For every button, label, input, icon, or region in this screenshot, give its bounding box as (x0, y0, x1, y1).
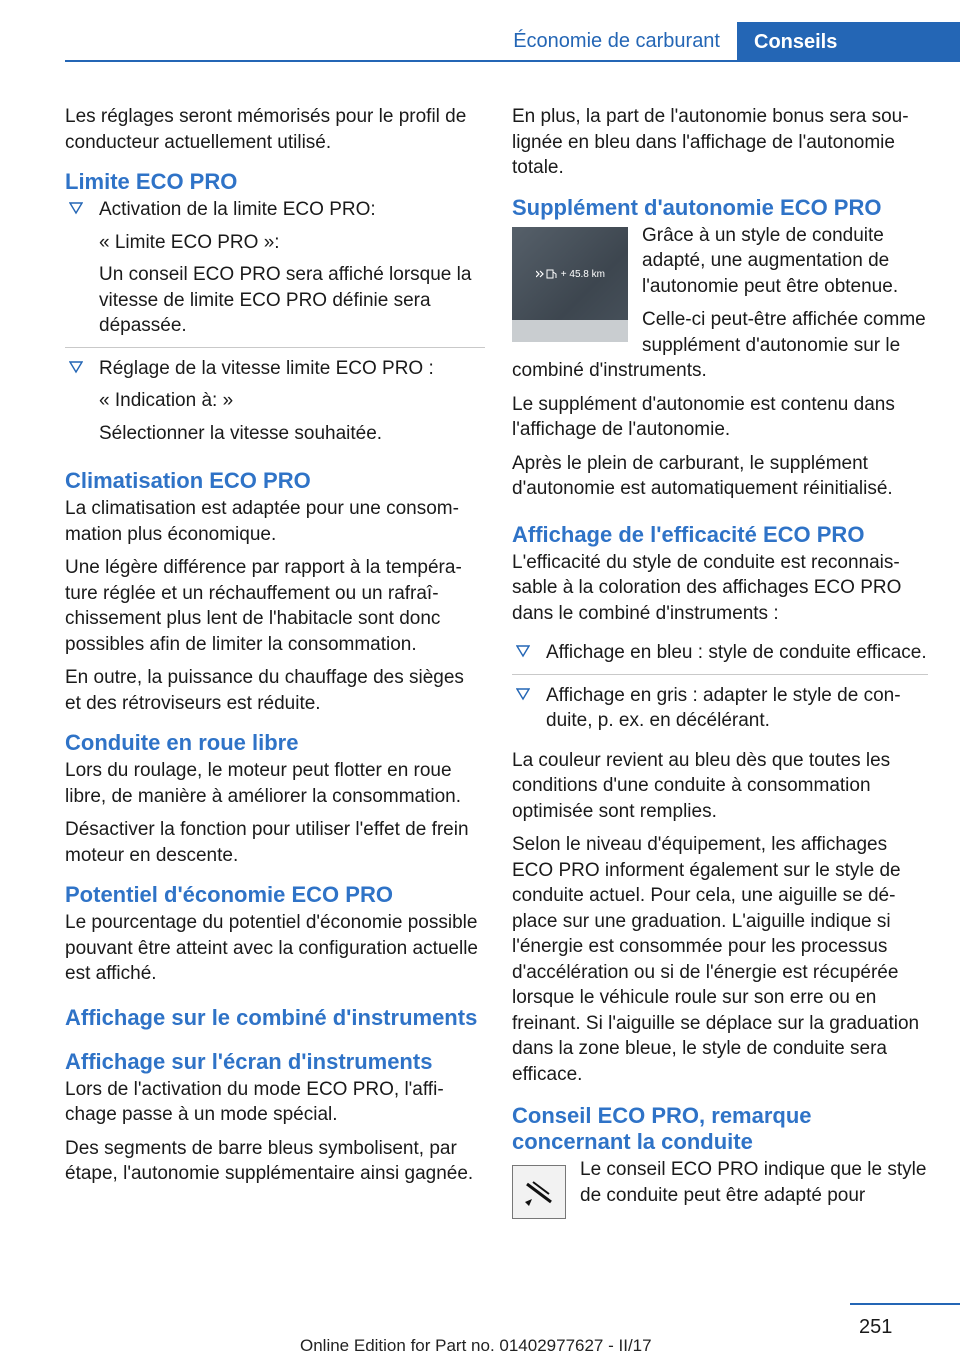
heading-roue-libre: Conduite en roue libre (65, 730, 299, 755)
right-column (512, 104, 928, 1221)
paragraph: Après le plein de carburant, le supplément d'autonomie est automatiquement réinitialisé. (512, 452, 893, 499)
paragraph: Le conseil ECO PRO indique que le style de conduite peut être adapté pour (580, 1159, 927, 1206)
list-item (512, 640, 928, 674)
heading-limite-eco-pro: Limite ECO PRO (65, 169, 238, 194)
triangle-bullet-icon (69, 201, 83, 215)
heading-combine: Affichage sur le combiné d'instruments (65, 1004, 478, 1030)
paragraph: La couleur revient au bleu dès que toutes les conditions d'une conduite à consommation optimisée sont remplies. (512, 749, 891, 822)
heading-conseil: Conseil ECO PRO, remarque concernant la conduite (512, 1103, 812, 1154)
list-item-text: Activation de la limite ECO PRO: (99, 199, 376, 220)
list-item-text: Affichage en gris : adapter le style de conduite, p. ex. en décélérant. (546, 684, 901, 731)
paragraph: Le supplément d'autonomie est contenu dans l'affichage de l'autonomie. (512, 393, 895, 440)
paragraph: Lors du roulage, le moteur peut flotter en roue libre, de manière à améliorer la consommation. (65, 760, 462, 807)
header-section-title: Économie de carburant (513, 30, 720, 52)
range-readout (536, 269, 605, 280)
range-readout-text: + 45.8 km (560, 268, 605, 280)
heading-potentiel: Potentiel d'économie ECO PRO (65, 882, 393, 907)
fuel-pump-icon (536, 269, 558, 279)
list-item-text: Réglage de la vitesse limite ECO PRO : (99, 357, 434, 379)
pedal-icon (519, 1172, 559, 1212)
list-item (65, 197, 485, 347)
list-item (512, 674, 928, 742)
paragraph: En outre, la puissance du chauffage des sièges et des rétroviseurs est réduite. (65, 667, 464, 714)
triangle-bullet-icon (516, 687, 530, 701)
paragraph: En plus, la part de l'autonomie bonus sera soulignée en bleu dans l'affichage de l'autonomie totale. (512, 106, 909, 178)
screen-lower-band (512, 320, 628, 342)
list-item-text: « Limite ECO PRO »: (99, 231, 280, 253)
heading-supplement: Supplément d'autonomie ECO PRO (512, 194, 882, 220)
paragraph: Grâce à un style de conduite adapté, une augmentation de l'autonomie peut être obtenue. (642, 224, 899, 297)
efficacite-list (512, 640, 928, 742)
paragraph: Désactiver la fonction pour utiliser l'effet de frein moteur en descente. (65, 819, 469, 866)
paragraph: Une légère différence par rapport à la température réglée et un réchauffement ou un rafraîchissement plus lent de l'habitacle sont donc possibles afin de limiter la consommation. (65, 557, 462, 655)
paragraph: La climatisation est adaptée pour une consommation plus économique. (65, 498, 459, 545)
paragraph: Des segments de barre bleus symbolisent, par étape, l'autonomie supplémentaire ainsi gagnée. (65, 1137, 474, 1184)
paragraph: Selon le niveau d'équipement, les affichages ECO PRO informent également sur le style de conduite actuel. Pour cela, une aiguille se déplace sur une graduation. L'aiguille indique si l'énergie est consommée pour les processus d'accélération ou si de l'énergie est récupérée lorsque le véhicule roule sur son erre ou en freinant. Si l'aiguille se déplace sur la graduation dans la zone bleue, le style de conduite sera efficace. (512, 834, 920, 1085)
heading-ecran: Affichage sur l'écran d'instruments (65, 1048, 433, 1074)
intro-paragraph: Les réglages seront mémorisés pour le profil de conducteur actuellement utilisé. (65, 106, 467, 153)
page-number-rule (850, 1303, 960, 1305)
range-display-screenshot (512, 227, 628, 342)
paragraph: Lors de l'activation du mode ECO PRO, l'affichage passe à un mode spécial. (65, 1078, 444, 1125)
limite-list (65, 197, 485, 454)
conseil-figure-block (512, 1157, 928, 1221)
list-item-text: Un conseil ECO PRO sera affiché lorsque la vitesse de limite ECO PRO définie sera dépassée. (99, 264, 472, 336)
list-item-text: « Indication à: » (99, 390, 234, 411)
edition-footer: Online Edition for Part no. 01402977627 - II/17 (300, 1336, 652, 1355)
supplement-figure-block (512, 223, 928, 392)
paragraph: L'efficacité du style de conduite est reconnaissable à la coloration des affichages ECO PRO dans le combiné d'instruments : (512, 551, 902, 624)
left-column (65, 104, 485, 1195)
triangle-bullet-icon (69, 360, 83, 374)
driving-hint-icon (512, 1165, 566, 1219)
heading-climatisation: Climatisation ECO PRO (65, 468, 311, 493)
header-chapter-tab: Conseils (737, 22, 960, 62)
paragraph: Celle-ci peut-être affichée comme supplément d'autonomie sur le combiné d'instruments. (512, 309, 926, 381)
list-item-text: Sélectionner la vitesse souhaitée. (99, 422, 383, 444)
list-item (65, 347, 485, 455)
list-item-text: Affichage en bleu : style de conduite efficace. (546, 642, 927, 663)
triangle-bullet-icon (516, 644, 530, 658)
heading-efficacite: Affichage de l'efficacité ECO PRO (512, 521, 865, 547)
paragraph: Le pourcentage du potentiel d'économie possible pouvant être atteint avec la configuration actuelle est affiché. (65, 912, 478, 984)
page-number: 251 (859, 1316, 893, 1338)
